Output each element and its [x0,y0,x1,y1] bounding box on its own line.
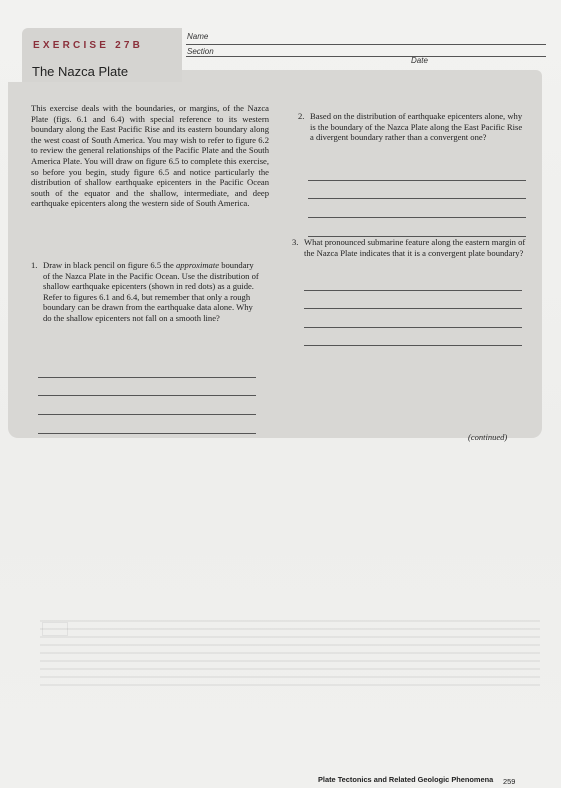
answer-line-1b[interactable] [38,395,256,396]
intro-paragraph: This exercise deals with the boundaries, or margins, of the Nazca Plate (figs. 6.1 and 6.4) with special reference to its western boundary along the East Pacific Rise and its eastern boundary along the west coast of South America. You may wish to refer to figure 6.2 to review the general relationships of the Pacific Plate and the South America Plate. You will draw on figure 6.5 to complete this exercise, so before you begin, study figure 6.5 and notice particularly the distribution of shallow earthquake epicenters in the Pacific Ocean south of the equator and the shallow, intermediate, and deep earthquake epicenters along the western side of South America. [31,103,269,209]
question-1-text [43,260,261,324]
answer-line-3d[interactable] [304,345,522,346]
question-2 [298,111,528,143]
continued-note: (continued) [468,432,508,442]
question-1 [31,260,261,324]
exercise-label: EXERCISE 27B [33,40,144,51]
date-label: Date [411,56,428,65]
name-field-line[interactable] [186,44,546,45]
section-field-line[interactable] [186,56,546,57]
answer-line-3c[interactable] [304,327,522,328]
question-1-text-b: boundary of the Nazca Plate in the Pacific Ocean. Use the distribution of shallow earthquake epicenters (shown in red dots) as a guide. Refer to figures 6.1 and 6.4, but remember that only a rough boundary can be drawn from the earthquake data alone. Why do the shallow epicenters not fall on a smooth line? [43,260,259,323]
running-footer-title: Plate Tectonics and Related Geologic Phenomena [318,775,494,784]
question-1-text-a: Draw in black pencil on figure 6.5 the [43,260,176,270]
question-3-number: 3. [292,237,299,247]
name-label: Name [187,32,209,41]
question-2-number: 2. [298,111,305,121]
answer-line-1c[interactable] [38,414,256,415]
bleed-through-figure-label [42,622,68,636]
answer-line-2c[interactable] [308,217,526,218]
section-label: Section [187,47,214,56]
exercise-title: The Nazca Plate [32,64,129,79]
question-3 [292,237,528,258]
question-3-text: What pronounced submarine feature along the eastern margin of the Nazca Plate indicates that it is a convergent plate boundary? [304,237,526,258]
question-1-italic: approximate [175,260,220,270]
bleed-through-text [40,620,540,690]
answer-line-1d[interactable] [38,433,256,434]
question-1-number: 1. [31,260,38,270]
answer-line-3a[interactable] [304,290,522,291]
page-number: 259 [503,777,516,786]
answer-line-3b[interactable] [304,308,522,309]
answer-line-2a[interactable] [308,180,526,181]
answer-line-2b[interactable] [308,198,526,199]
answer-line-1a[interactable] [38,377,256,378]
question-2-text: Based on the distribution of earthquake epicenters alone, why is the boundary of the Nazca Plate along the East Pacific Rise a divergent boundary rather than a convergent one? [310,111,523,143]
